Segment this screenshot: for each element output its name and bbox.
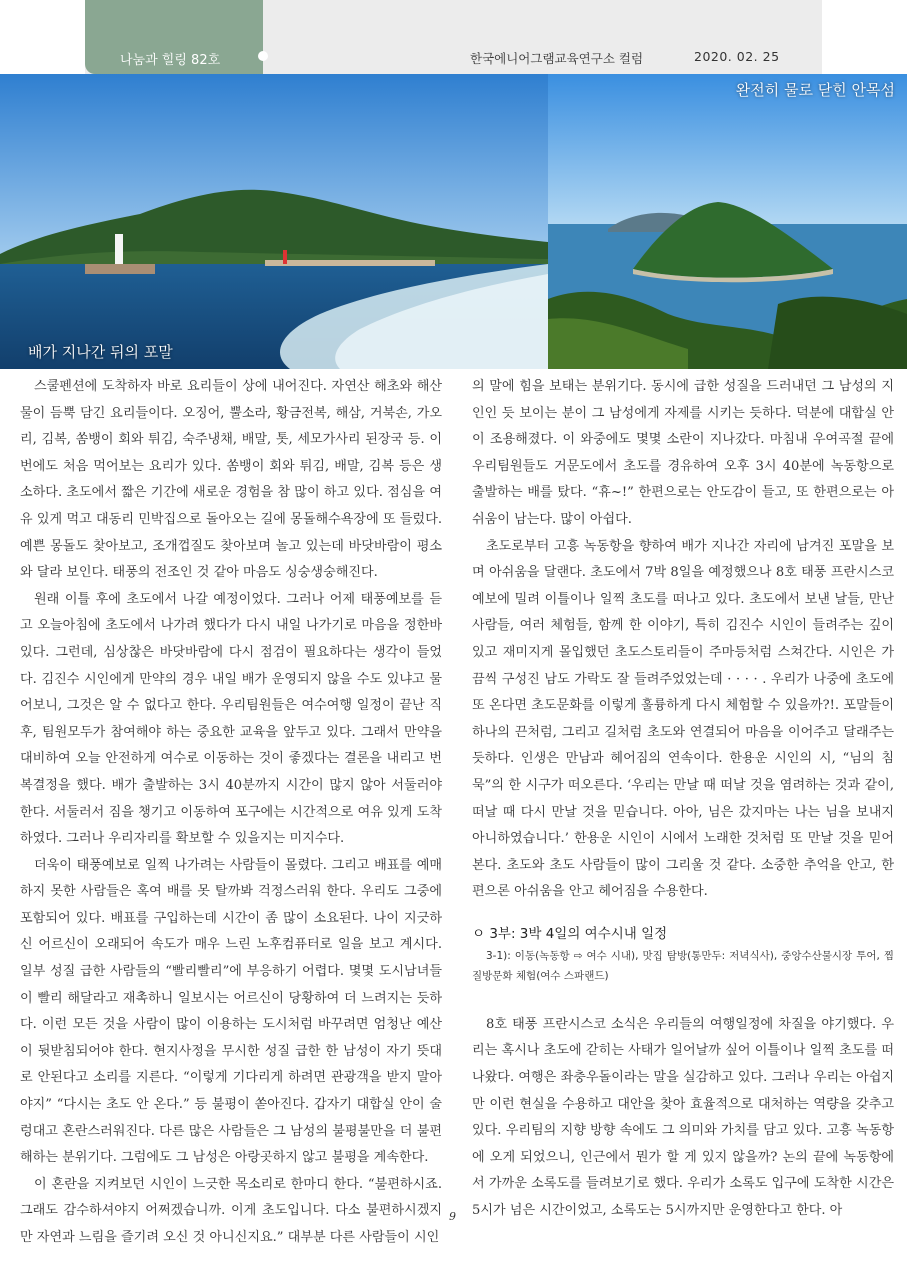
- left-paragraph: 원래 이틀 후에 초도에서 나갈 예정이었다. 그러나 어제 태풍예보를 듣고 오늘아침에 초도에서 나가려 했다가 다시 내일 나가기로 마음을 정한바 있다. 그런데, 심상찮은 바닷바람에 다시 점검이 필요하다는 생각이 들었다. 김진수 시인에게 만약의 경우 내일 배가 운영되지 않을 수도 있냐고 물어보니, 그것은 알 수 없다고 한다. 우리팀원들은 여수여행 일정이 끝난 직후, 팀원모두가 참여해야 하는 중요한 교육을 앞두고 있다. 그래서 만약을 대비하여 오늘 안전하게 여수로 이동하는 것이 좋겠다는 결론을 내리고 번복결정을 했다. 배가 출발하는 3시 40분까지 시간이 많지 않아 서둘러야 한다. 서둘러서 짐을 챙기고 이동하여 포구에는 시간적으로 여유 있게 도착하였다. 그러나 우리자리를 확보할 수 있을지는 미지수다.: [20, 591, 442, 847]
- left-paragraph: 더욱이 태풍예보로 일찍 나가려는 사람들이 몰렸다. 그리고 배표를 예매하지 못한 사람들은 혹여 배를 못 탈까봐 걱정스러워 한다. 우리도 그중에 포함되어 있다. 배표를 구입하는데 시간이 좀 많이 소요된다. 나이 지긋하신 어르신이 오래되어 속도가 매우 느린 노후컴퓨터로 일을 보고 계시다. 일부 성질 급한 사람들의 “빨리빨리”에 부응하기 어렵다. 몇몇 도시남녀들이 빨리 해달라고 재촉하니 일보시는 어르신이 당황하여 더 느려지는 듯하다. 이런 모든 것을 사람이 많이 이용하는 도시처럼 바꾸려면 엄청난 예산이 뒷받침되어야 한다. 현지사정을 무시한 성질 급한 한 남성이 자기 뜻대로 안된다고 소리를 지른다. “이렇게 기다리게 하려면 관광객을 받지 말아야지” “다시는 초도 안 온다.” 등 불평이 쏟아진다. 갑자기 대합실 안이 술렁대고 혼란스러워진다. 다른 많은 사람들은 그 남성의 불평불만을 더 불편해하는 분위기다. 그럼에도 그 남성은 아랑곳하지 않고 불평을 계속한다.: [20, 857, 442, 1166]
- header-dot: [258, 51, 268, 61]
- column-date: 2020. 02. 25: [694, 49, 780, 64]
- section-title: ㅇ 3부: 3박 4일의 여수시내 일정: [472, 925, 668, 942]
- right-paragraph: 8호 태풍 프란시스코 소식은 우리들의 여행일정에 차질을 야기했다. 우리는 혹시나 초도에 갇히는 사태가 일어날까 싶어 이틀이나 일찍 초도를 떠나왔다. 여행은 좌충우돌이라는 말을 실감하고 있다. 그러나 우리는 아쉽지만 이런 현실을 수용하고 대안을 찾아 효율적으로 대처하는 역량을 갖추고 있다. 우리팀의 지향 방향 속에도 그 의미와 가치를 담고 있다. 고흥 녹동항에 오게 되었으니, 인근에서 뭔가 할 게 있지 않을까? 논의 끝에 녹동항에서 가까운 소록도를 들려보기로 했다. 우리가 소록도 입구에 도착한 시간은 5시가 넘은 시간이었고, 소록도는 5시까지만 운영한다고 한다. 아: [472, 1016, 894, 1219]
- right-text-column: [472, 374, 894, 1225]
- photo-island: [548, 74, 907, 369]
- section-gap: [472, 986, 894, 1012]
- left-photo-caption: 배가 지나간 뒤의 포말: [28, 343, 173, 361]
- right-photo-caption: 완전히 물로 닫힌 안목섬: [735, 81, 895, 99]
- column-org-label: 한국에니어그램교육연구소 컬럼: [470, 51, 644, 66]
- right-paragraph: 초도로부터 고흥 녹동항을 향하여 배가 지나간 자리에 남겨진 포말을 보며 아쉬움을 달랜다. 초도에서 7박 8일을 예정했으나 8호 태풍 프란시스코 예보에 밀려 이틀이나 일찍 초도를 떠나고 있다. 초도에서 보낸 날들, 만난 사람들, 여러 체험들, 함께 한 이야기, 특히 김진수 시인이 들려주는 깊이 있고 재미지게 몰입했던 초도스토리들이 주마등처럼 스쳐간다. 시인은 가끔씩 구성진 남도 가락도 잘 들려주었었는데 · · · · . 우리가 나중에 초도에 또 온다면 초도문화를 이렇게 훌륭하게 다시 체험할 수 있을까?!. 포말들이 하나의 끈처럼, 그리고 길처럼 초도와 연결되어 마음을 이어주고 달래주는 듯하다. 인생은 만남과 헤어짐의 연속이다. 한용운 시인의 시, “님의 침묵”의 한 시구가 떠오른다. ‘우리는 만날 때 떠날 것을 염려하는 것과 같이, 떠날 때 다시 만날 것을 믿습니다. 아아, 님은 갔지마는 나는 님을 보내지 아니하였습니다.’ 한용운 시인이 시에서 노래한 것처럼 또 만날 것을 믿어본다. 초도와 초도 사람들이 많이 그리울 것 같다. 소중한 추억을 안고, 한편으론 아쉬움을 안고 헤어짐을 수용한다.: [472, 538, 894, 900]
- left-text-column: [20, 374, 442, 1252]
- photo-boat-wake: [0, 74, 548, 369]
- left-paragraph: 스쿨펜션에 도착하자 바로 요리들이 상에 내어진다. 자연산 해초와 해산물이 듬뿍 담긴 요리들이다. 오징어, 뿔소라, 황금전복, 해삼, 거북손, 가오리, 김복, 쏨뱅이 회와 튀김, 숙주냉채, 배말, 톳, 세모가사리 된장국 등. 이번에도 처음 먹어보는 요리가 있다. 쏨뱅이 회와 튀김, 배말, 김복 등은 생소하다. 초도에서 짧은 기간에 새로운 경험을 참 많이 하고 있다. 점심을 여유 있게 먹고 대동리 민박집으로 돌아오는 길에 몽돌해수욕장에 또 들렀다. 예쁜 몽돌도 찾아보고, 조개껍질도 찾아보며 놀고 있는데 바닷바람이 평소와 달라 보인다. 태풍의 전조인 것 같아 마음도 싱숭생숭해진다.: [20, 379, 442, 581]
- right-paragraph: 의 말에 힘을 보태는 분위기다. 동시에 급한 성질을 드러내던 그 남성의 지인인 듯 보이는 분이 그 남성에게 자제를 시키는 듯하다. 덕분에 대합실 안이 조용해졌다. 이 와중에도 몇몇 소란이 지나갔다. 마침내 우여곡절 끝에 우리팀원들도 거문도에서 초도를 경유하여 오후 3시 40분에 녹동항으로 출발하는 배를 탔다. “휴~!” 한편으로는 안도감이 들고, 또 한편으로는 아쉬움이 남는다. 많이 아쉽다.: [472, 379, 894, 527]
- page-number: 9: [449, 1210, 456, 1223]
- left-paragraph: 이 혼란을 지켜보던 시인이 느긋한 목소리로 한마디 한다. “불편하시죠. 그래도 감수하셔야지 어쩌겠습니까. 이게 초도입니다. 다소 불편하시겠지만 자연과 느림을 즐기려 오신 것 아니신지요.” 대부분 다른 사람들이 시인: [20, 1176, 442, 1245]
- issue-label: 나눔과 힐링 82호: [120, 53, 221, 68]
- section-subtitle: 3-1): 이동(녹동항 ⇨ 여수 시내), 맛집 탐방(통만두: 저녁식사), 중앙수산물시장 투어, 찜질방문화 체험(여수 스파랜드): [472, 949, 894, 982]
